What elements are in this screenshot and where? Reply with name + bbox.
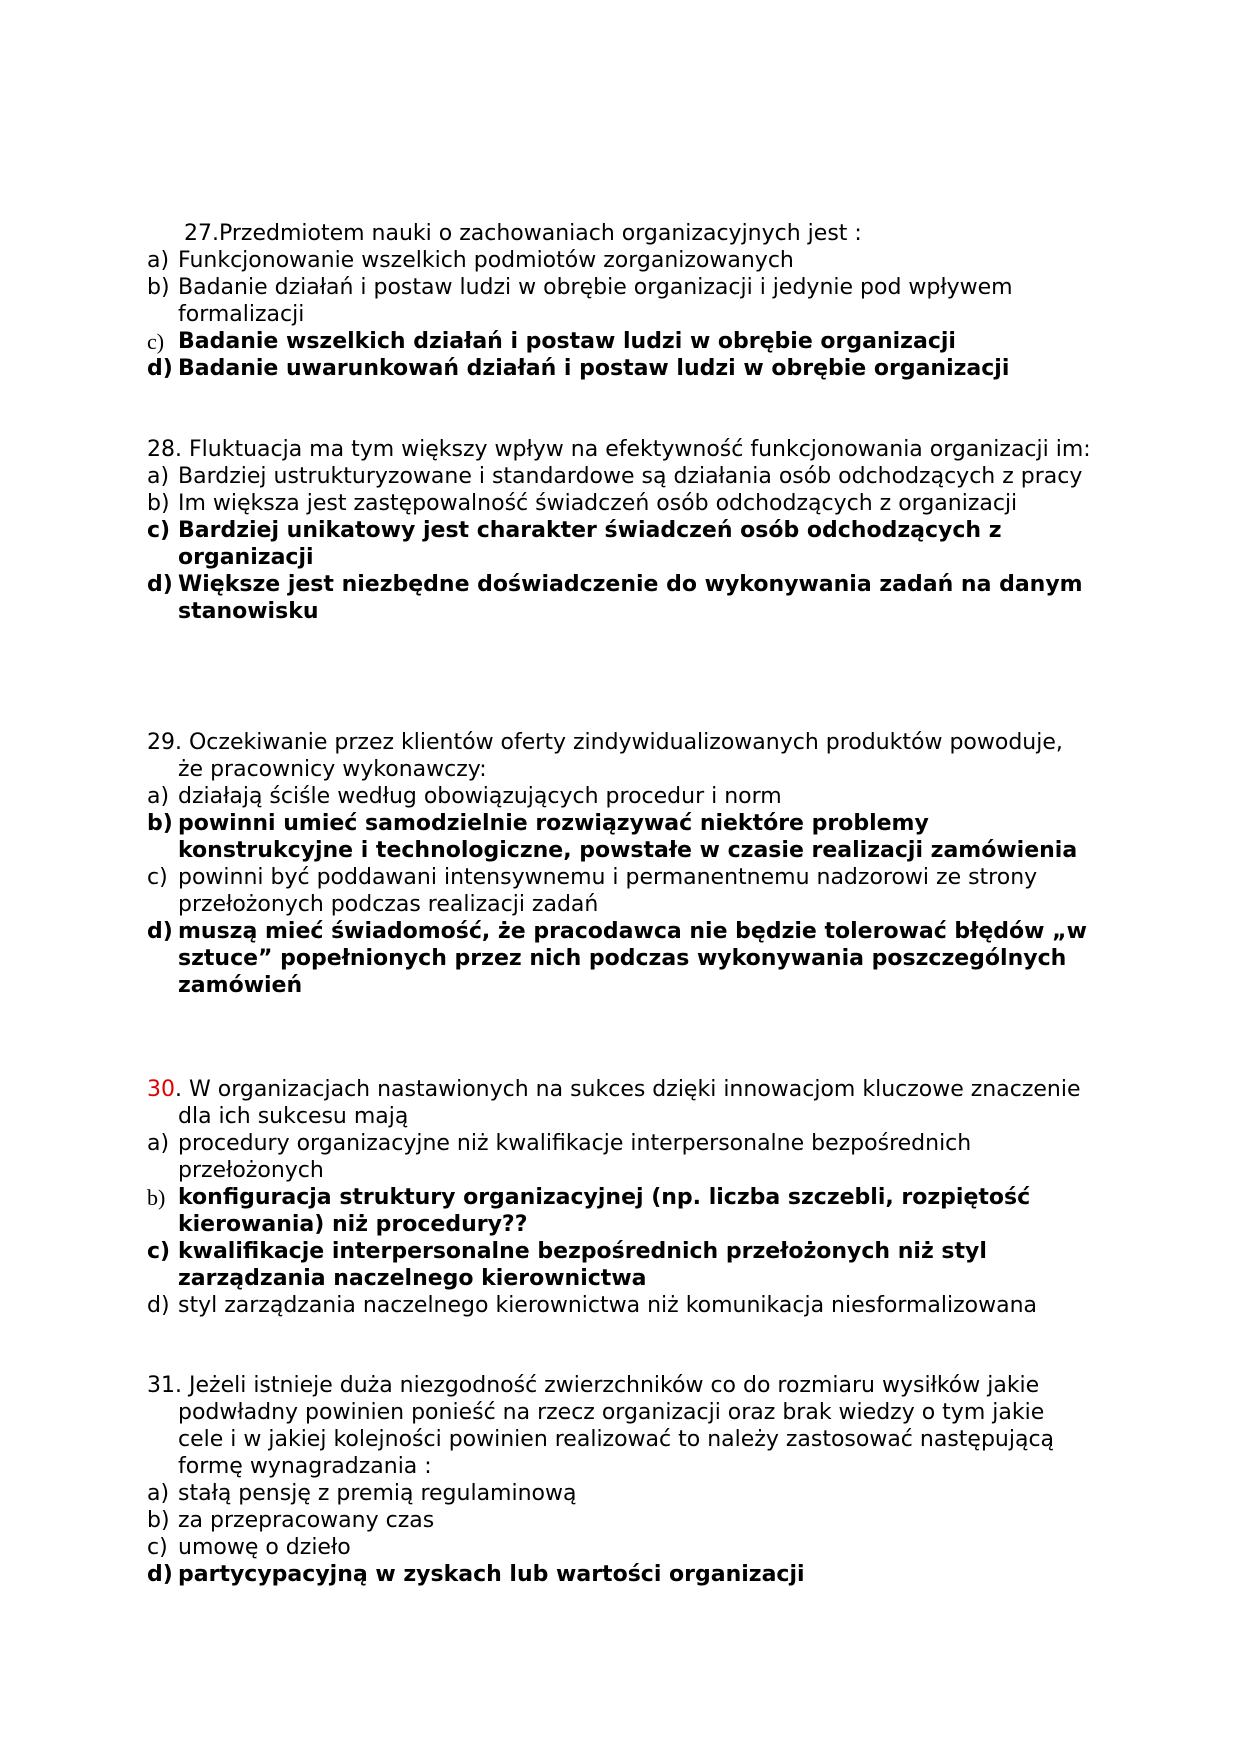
answer-option-c: [147, 864, 1092, 918]
option-text: Większe jest niezbędne doświadczenie do wykonywania zadań na danym stanowisku: [178, 572, 1083, 624]
question-body: . W organizacjach nastawionych na sukces dzięki innowacjom kluczowe znaczenie dla ich sukcesu mają: [175, 1077, 1081, 1129]
answer-option-c: [147, 517, 1092, 571]
option-text: działają ściśle według obowiązujących procedur i norm: [178, 784, 782, 809]
answer-option-a: [147, 1130, 1092, 1184]
option-letter: b): [147, 275, 170, 300]
answer-option-d: [147, 355, 1092, 382]
question-number: 27.: [184, 221, 219, 246]
option-text: Badanie uwarunkowań działań i postaw ludzi w obrębie organizacji: [178, 356, 1010, 381]
option-letter: a): [147, 1481, 170, 1506]
answer-option-d: [147, 571, 1092, 625]
option-letter: d): [147, 1293, 170, 1318]
option-text: Funkcjonowanie wszelkich podmiotów zorganizowanych: [178, 248, 794, 273]
option-text: Im większa jest zastępowalność świadczeń osób odchodzących z organizacji: [178, 491, 1018, 516]
question-text: [147, 220, 1092, 247]
question-body: Oczekiwanie przez klientów oferty zindywidualizowanych produktów powoduje, że pracownicy wykonawczy:: [178, 730, 1063, 782]
question-text: [147, 729, 1092, 783]
option-text: powinni umieć samodzielnie rozwiązywać niektóre problemy konstrukcyjne i technologiczne, powstałe w czasie realizacji zamówienia: [178, 811, 1078, 863]
option-text: powinni być poddawani intensywnemu i permanentnemu nadzorowi ze strony przełożonych podczas realizacji zadań: [178, 865, 1038, 917]
option-text: Bardziej ustrukturyzowane i standardowe są działania osób odchodzących z pracy: [178, 464, 1083, 489]
option-letter: a): [147, 1131, 170, 1156]
answer-option-d: [147, 1561, 1092, 1588]
answer-option-b: [147, 1507, 1092, 1534]
answer-option-a: [147, 247, 1092, 274]
question-number: 28.: [147, 437, 182, 462]
question-27: [147, 220, 1092, 382]
option-text: umowę o dzieło: [178, 1535, 351, 1560]
answer-option-d: [147, 918, 1092, 999]
option-letter: a): [147, 784, 170, 809]
option-letter: b): [147, 1185, 166, 1210]
question-text: [147, 1076, 1092, 1130]
option-letter: c): [147, 518, 171, 543]
option-letter: d): [147, 572, 173, 597]
option-letter: a): [147, 248, 170, 273]
answer-option-b: [147, 1184, 1092, 1238]
option-letter: d): [147, 919, 173, 944]
answer-option-a: [147, 1480, 1092, 1507]
option-letter: a): [147, 464, 170, 489]
question-number: 31.: [147, 1373, 182, 1398]
question-28: [147, 436, 1092, 625]
option-letter: b): [147, 811, 173, 836]
option-text: procedury organizacyjne niż kwalifikacje interpersonalne bezpośrednich przełożonych: [178, 1131, 972, 1183]
question-31: [147, 1372, 1092, 1588]
option-letter: d): [147, 1562, 173, 1587]
option-text: partycypacyjną w zyskach lub wartości organizacji: [178, 1562, 805, 1587]
answer-option-a: [147, 463, 1092, 490]
option-letter: c): [147, 1239, 171, 1264]
option-text: Bardziej unikatowy jest charakter świadczeń osób odchodzących z organizacji: [178, 518, 1002, 570]
question-text: [147, 436, 1092, 463]
option-letter: c): [147, 1535, 168, 1560]
answer-option-c: [147, 1534, 1092, 1561]
question-body: Fluktuacja ma tym większy wpływ na efektywność funkcjonowania organizacji im:: [182, 437, 1091, 462]
answer-option-b: [147, 810, 1092, 864]
option-letter: c): [147, 865, 168, 890]
option-letter: b): [147, 491, 170, 516]
option-letter: d): [147, 356, 173, 381]
question-body: Jeżeli istnieje duża niezgodność zwierzchników co do rozmiaru wysiłków jakie podwładny powinien ponieść na rzecz organizacji oraz brak wiedzy o tym jakie cele i w jakiej kolejności powinien realizować to należy zastosować następującą formę wynagradzania :: [178, 1373, 1055, 1479]
question-number: 29.: [147, 730, 182, 755]
option-text: za przepracowany czas: [178, 1508, 435, 1533]
question-29: [147, 729, 1092, 999]
question-body: Przedmiotem nauki o zachowaniach organizacyjnych jest :: [219, 221, 862, 246]
question-number: 30: [147, 1077, 175, 1102]
option-text: styl zarządzania naczelnego kierownictwa niż komunikacja niesformalizowana: [178, 1293, 1038, 1318]
answer-option-c: [147, 328, 1092, 355]
option-letter: b): [147, 1508, 170, 1533]
answer-option-b: [147, 490, 1092, 517]
option-text: konfiguracja struktury organizacyjnej (np. liczba szczebli, rozpiętość kierowania) niż procedury??: [178, 1185, 1031, 1237]
option-text: Badanie wszelkich działań i postaw ludzi w obrębie organizacji: [178, 329, 956, 354]
option-letter: c): [147, 329, 165, 354]
answer-option-c: [147, 1238, 1092, 1292]
answer-option-d: [147, 1292, 1092, 1319]
option-text: Badanie działań i postaw ludzi w obrębie organizacji i jedynie pod wpływem formalizacji: [178, 275, 1013, 327]
question-text: [147, 1372, 1092, 1480]
option-text: stałą pensję z premią regulaminową: [178, 1481, 577, 1506]
answer-option-a: [147, 783, 1092, 810]
option-text: muszą mieć świadomość, że pracodawca nie będzie tolerować błędów „w sztuce” popełnionych przez nich podczas wykonywania poszczególnych zamówień: [178, 919, 1087, 998]
answer-option-b: [147, 274, 1092, 328]
option-text: kwalifikacje interpersonalne bezpośrednich przełożonych niż styl zarządzania naczelnego kierownictwa: [178, 1239, 987, 1291]
question-30: [147, 1076, 1092, 1319]
